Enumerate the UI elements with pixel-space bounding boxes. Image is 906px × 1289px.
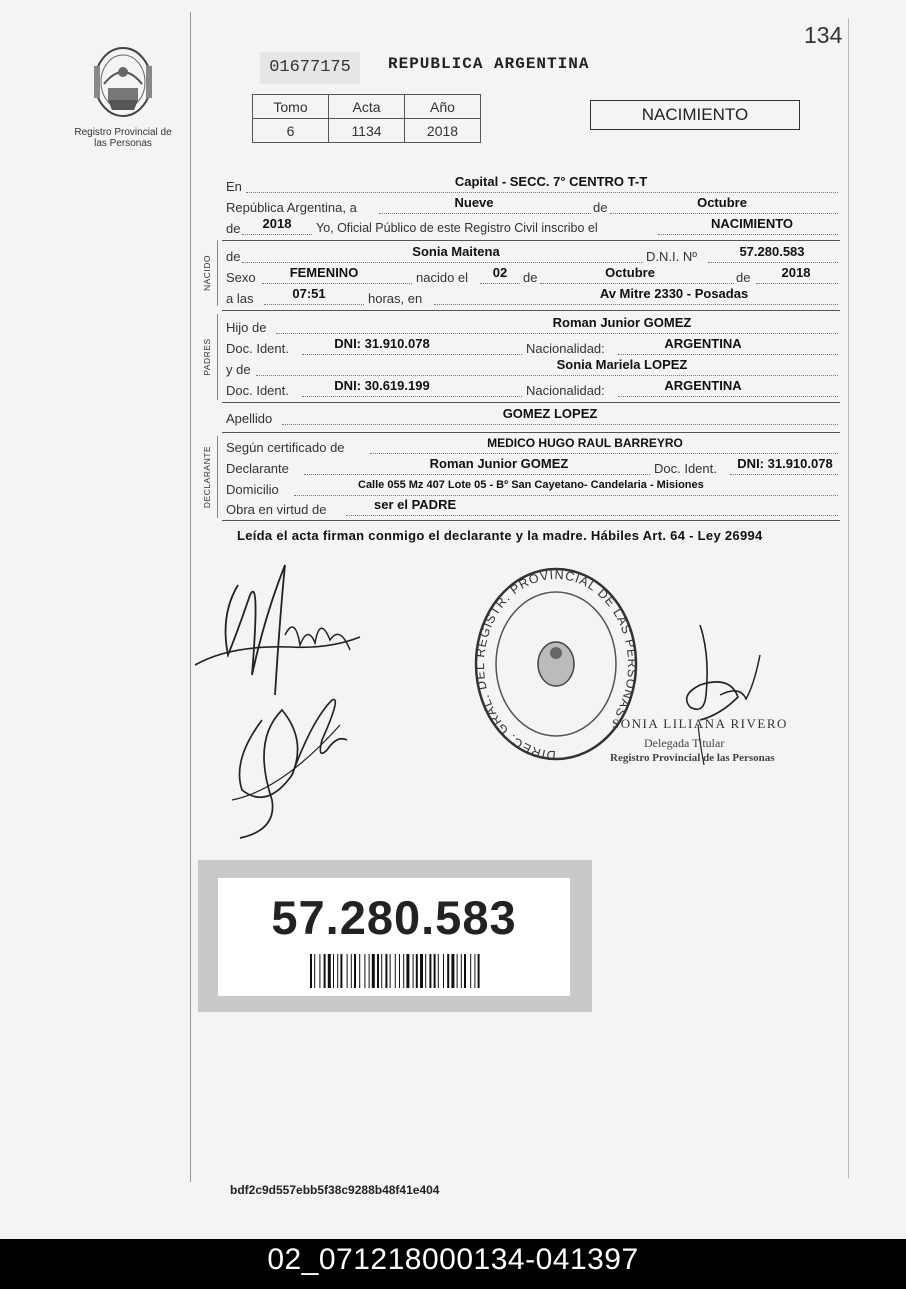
signature-mother-icon bbox=[222, 680, 362, 840]
label-obra: Obra en virtud de bbox=[226, 502, 327, 517]
label-domicilio: Domicilio bbox=[226, 482, 279, 497]
row-father-doc bbox=[226, 336, 838, 359]
registry-header-anio: Año bbox=[405, 95, 481, 119]
label-de: de bbox=[226, 221, 241, 236]
value-father-name: Roman Junior GOMEZ bbox=[552, 315, 692, 330]
value-certificate: MEDICO HUGO RAUL BARREYRO bbox=[487, 436, 683, 450]
dotted-line bbox=[282, 424, 838, 425]
registry-table bbox=[252, 94, 481, 143]
value-inscribo: NACIMIENTO bbox=[710, 216, 794, 231]
label-nacionalidad: Nacionalidad: bbox=[526, 383, 605, 398]
label-de: de bbox=[523, 270, 538, 285]
value-father-nationality: ARGENTINA bbox=[664, 336, 742, 351]
label-nacido: nacido el bbox=[416, 270, 469, 285]
section-separator bbox=[222, 432, 840, 433]
label-horas: horas, en bbox=[368, 291, 423, 306]
value-mother-nationality: ARGENTINA bbox=[664, 378, 742, 393]
row-place bbox=[226, 174, 838, 197]
value-mother-name: Sonia Mariela LOPEZ bbox=[556, 357, 688, 372]
row-date bbox=[226, 195, 838, 218]
value-birth-month: Octubre bbox=[605, 265, 655, 280]
dotted-line bbox=[346, 515, 838, 516]
row-year bbox=[226, 216, 838, 239]
footer-code: 02_071218000134-041397 bbox=[0, 1239, 906, 1289]
seal-inner bbox=[218, 878, 570, 996]
security-seal bbox=[198, 860, 592, 1012]
section-label-padres bbox=[197, 314, 218, 400]
row-name bbox=[226, 244, 838, 267]
registry-value-tomo: 6 bbox=[253, 119, 329, 143]
dotted-line bbox=[304, 474, 650, 475]
closing-statement: Leída el acta firman conmigo el declarante y la madre. Hábiles Art. 64 - Ley 26994 bbox=[237, 528, 763, 543]
dotted-line bbox=[618, 354, 838, 355]
section-separator bbox=[222, 520, 840, 521]
value-father-doc: DNI: 31.910.078 bbox=[334, 336, 430, 351]
official-role: Delegada Titular bbox=[644, 736, 725, 750]
section-label-text: NACIDO bbox=[202, 254, 212, 292]
registry-value-acta: 1134 bbox=[329, 119, 405, 143]
value-mother-doc: DNI: 30.619.199 bbox=[334, 378, 430, 393]
section-label-text: DECLARANTE bbox=[202, 445, 212, 509]
seal-number: 57.280.583 bbox=[271, 891, 517, 944]
value-name: Sonia Maitena bbox=[412, 244, 500, 259]
value-birth-place: Av Mitre 2330 - Posadas bbox=[599, 286, 749, 301]
country-title: REPUBLICA ARGENTINA bbox=[388, 55, 590, 73]
section-label-nacido bbox=[197, 240, 218, 306]
row-address bbox=[226, 480, 838, 500]
label-de: de bbox=[593, 200, 608, 215]
act-type-box: NACIMIENTO bbox=[590, 100, 800, 130]
stamp-text: DIREC. GRAL. DEL REGISTR. PROVINCIAL DE LAS PERSONAS bbox=[473, 567, 640, 763]
official-stamp-icon bbox=[472, 565, 640, 763]
label-nacionalidad: Nacionalidad: bbox=[526, 341, 605, 356]
dotted-line bbox=[264, 304, 364, 305]
value-sexo: FEMENINO bbox=[289, 265, 359, 280]
dotted-line bbox=[302, 396, 522, 397]
label-republica: República Argentina, a bbox=[226, 200, 357, 215]
label-declarante: Declarante bbox=[226, 461, 289, 476]
row-mother bbox=[226, 357, 838, 380]
section-separator bbox=[222, 310, 840, 311]
label-en: En bbox=[226, 179, 242, 194]
row-certificate bbox=[226, 438, 838, 458]
value-year: 2018 bbox=[262, 216, 292, 231]
dotted-line bbox=[658, 234, 838, 235]
section-separator bbox=[222, 402, 840, 403]
row-reason bbox=[226, 497, 838, 520]
official-name: SONIA LILIANA RIVERO bbox=[612, 716, 788, 731]
label-apellido: Apellido bbox=[226, 411, 273, 426]
label-de: de bbox=[226, 249, 241, 264]
page-number: 134 bbox=[804, 22, 843, 48]
label-de: de bbox=[736, 270, 751, 285]
label-yde: y de bbox=[226, 362, 251, 377]
dotted-line bbox=[242, 234, 312, 235]
section-label-text: PADRES bbox=[202, 338, 212, 376]
label-certificado: Según certificado de bbox=[226, 440, 345, 455]
registry-header-acta: Acta bbox=[329, 95, 405, 119]
label-doc: Doc. Ident. bbox=[654, 461, 717, 476]
dotted-line bbox=[302, 354, 522, 355]
dotted-line bbox=[379, 213, 591, 214]
dotted-line bbox=[262, 283, 412, 284]
dotted-line bbox=[708, 262, 838, 263]
label-alas: a las bbox=[226, 291, 254, 306]
dotted-line bbox=[434, 304, 838, 305]
value-address: Calle 055 Mz 407 Lote 05 - Bº San Cayetano- Candelaria - Misiones bbox=[358, 479, 704, 491]
dotted-line bbox=[756, 283, 838, 284]
value-day: Nueve bbox=[454, 195, 494, 210]
label-doc: Doc. Ident. bbox=[226, 341, 289, 356]
section-separator bbox=[222, 240, 840, 241]
document-hash: bdf2c9d557ebb5f38c9288b48f41e404 bbox=[230, 1183, 440, 1197]
official-org: Registro Provincial de las Personas bbox=[610, 752, 775, 764]
label-hijo: Hijo de bbox=[226, 320, 267, 335]
dotted-line bbox=[370, 453, 838, 454]
label-sexo: Sexo bbox=[226, 270, 256, 285]
dotted-line bbox=[618, 396, 838, 397]
province-coat-of-arms-icon bbox=[90, 42, 156, 122]
dotted-line bbox=[242, 262, 642, 263]
barcode-icon bbox=[310, 954, 480, 988]
dotted-line bbox=[610, 213, 838, 214]
row-mother-doc bbox=[226, 378, 838, 401]
value-place: Capital - SECC. 7° CENTRO T-T bbox=[454, 174, 648, 189]
dotted-line bbox=[480, 283, 520, 284]
label-dni: D.N.I. Nº bbox=[646, 249, 697, 264]
label-oficial: Yo, Oficial Público de este Registro Civil inscribo el bbox=[316, 221, 598, 235]
serial-number: 01677175 bbox=[260, 52, 360, 84]
value-birth-year: 2018 bbox=[781, 265, 811, 280]
dotted-line bbox=[276, 333, 838, 334]
registry-header-tomo: Tomo bbox=[253, 95, 329, 119]
value-reason: ser el PADRE bbox=[374, 497, 457, 512]
row-surname bbox=[226, 406, 838, 429]
dotted-line bbox=[256, 375, 838, 376]
dotted-line bbox=[246, 192, 838, 193]
value-declarant: Roman Junior GOMEZ bbox=[429, 456, 569, 471]
row-time-place bbox=[226, 286, 838, 309]
value-birth-day: 02 bbox=[492, 265, 508, 280]
row-father bbox=[226, 315, 838, 338]
row-sex-birth bbox=[226, 265, 838, 288]
row-declarant bbox=[226, 456, 838, 479]
right-margin-line bbox=[848, 18, 849, 1178]
dotted-line bbox=[294, 495, 838, 496]
dotted-line bbox=[730, 474, 838, 475]
label-doc: Doc. Ident. bbox=[226, 383, 289, 398]
value-surname: GOMEZ LOPEZ bbox=[502, 406, 598, 421]
logo-caption: Registro Provincial de las Personas bbox=[74, 127, 172, 149]
dotted-line bbox=[540, 283, 734, 284]
value-dni: 57.280.583 bbox=[739, 244, 805, 259]
value-time: 07:51 bbox=[292, 286, 326, 301]
registry-value-anio: 2018 bbox=[405, 119, 481, 143]
section-label-declarante bbox=[197, 436, 218, 518]
value-declarant-doc: DNI: 31.910.078 bbox=[737, 456, 833, 471]
value-month: Octubre bbox=[697, 195, 747, 210]
